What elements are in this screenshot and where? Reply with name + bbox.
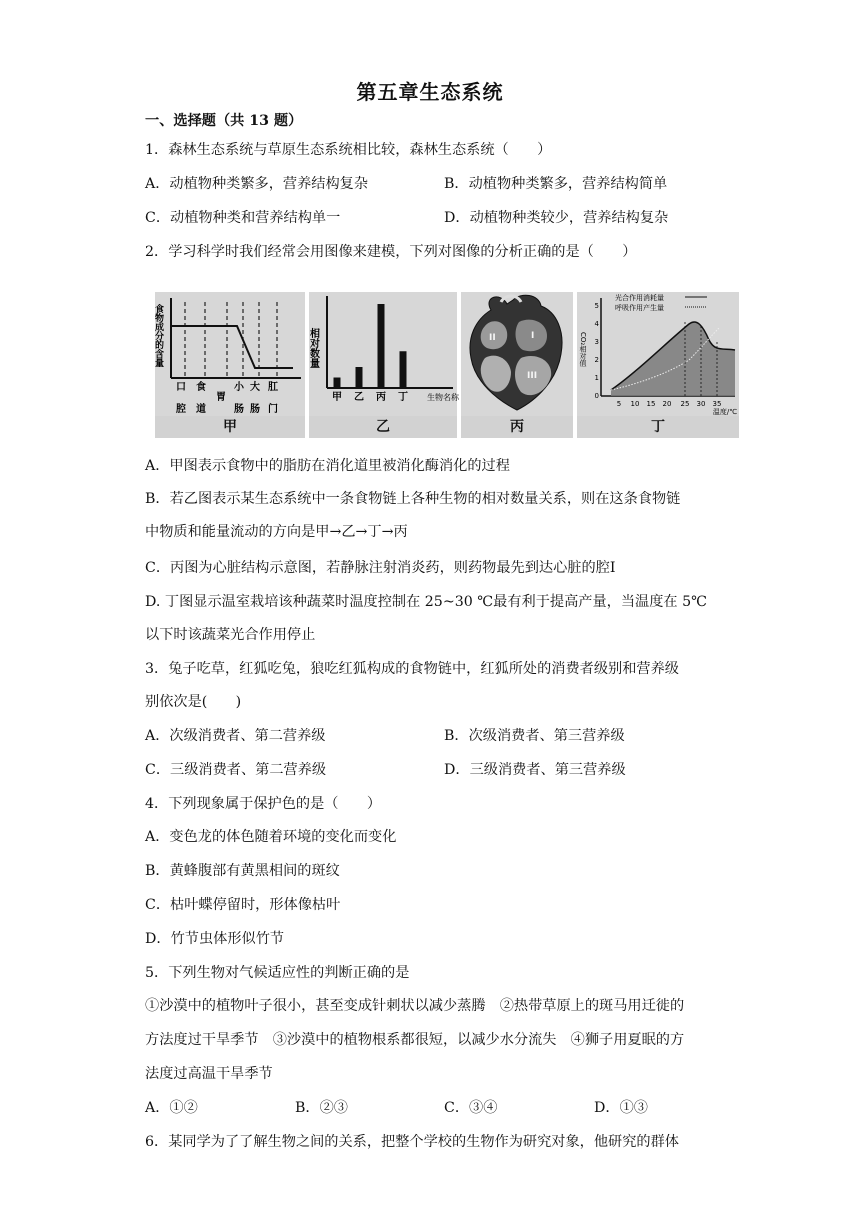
caption-jia: 甲 xyxy=(155,416,305,438)
jia-x-bot-4: 肠 xyxy=(234,404,244,415)
ding-ytick-5: 5 xyxy=(594,302,599,310)
q4-option-c: C．枯叶蝶停留时，形体像枯叶 xyxy=(145,897,341,913)
jia-x-bot-6: 门 xyxy=(268,404,278,415)
ding-xtick-5: 5 xyxy=(616,400,622,408)
q1-stem: 1．森林生态系统与草原生态系统相比较，森林生态系统（ ） xyxy=(145,142,552,158)
yi-category-label-4: 丁 xyxy=(398,392,408,403)
ding-ytick-2: 2 xyxy=(594,356,599,364)
yi-bar-2 xyxy=(356,367,363,388)
yi-bar-4 xyxy=(400,351,407,388)
ding-ytick-0: 0 xyxy=(594,392,599,400)
q2-option-b-line1: B．若乙图表示某生态系统中一条食物链上各种生物的相对数量关系，则在这条食物链 xyxy=(145,491,681,507)
jia-x-top-6: 肛 xyxy=(268,382,278,393)
q3-option-d: D．三级消费者、第三营养级 xyxy=(444,762,626,778)
yi-category-label-3: 丙 xyxy=(376,392,386,403)
q4-option-d: D．竹节虫体形似竹节 xyxy=(145,931,285,947)
yi-category-label-2: 乙 xyxy=(354,392,364,403)
figure-ding xyxy=(577,292,739,416)
q3-stem-line1: 3．兔子吃草，红狐吃兔，狼吃红狐构成的食物链中，红狐所处的消费者级别和营养级 xyxy=(145,661,679,677)
yi-category-label-1: 甲 xyxy=(332,392,342,403)
q2-option-d-line1: D. 丁图显示温室栽培该种蔬菜时温度控制在 25~30 ℃最有利于提高产量，当温度在 5℃ xyxy=(145,594,707,610)
yi-xlabel: 生物名称 xyxy=(427,393,459,402)
jia-x-top-1: 口 xyxy=(176,382,186,393)
q4-stem: 4．下列现象属于保护色的是（ ） xyxy=(145,796,382,812)
q1-option-b: B．动植物种类繁多，营养结构简单 xyxy=(444,176,668,192)
q1-option-a: A．动植物种类繁多，营养结构复杂 xyxy=(145,176,369,192)
page-title: 第五章生态系统 xyxy=(356,80,504,104)
jia-x-top-5: 大 xyxy=(250,382,260,393)
q2-option-b-line2: 中物质和能量流动的方向是甲→乙→丁→丙 xyxy=(145,524,408,540)
q5-statement-line3: 法度过高温干旱季节 xyxy=(145,1066,273,1082)
figure-bing xyxy=(461,292,573,416)
jia-x-top-2: 食 xyxy=(196,382,206,393)
section-heading: 一、选择题（共 13 题） xyxy=(145,113,303,129)
ding-xtick-25: 25 xyxy=(680,400,690,408)
ding-xtick-30: 30 xyxy=(696,400,706,408)
ding-ytick-4: 4 xyxy=(594,320,599,328)
q2-option-d-line2: 以下时该蔬菜光合作用停止 xyxy=(145,627,316,643)
jia-x-top-4: 小 xyxy=(234,382,244,393)
ding-xtick-20: 20 xyxy=(662,400,672,408)
ding-legend-1: 光合作用消耗量 xyxy=(615,294,664,302)
ding-xtick-15: 15 xyxy=(646,400,656,408)
ding-ytick-3: 3 xyxy=(594,338,599,346)
q5-option-c: C．③④ xyxy=(444,1100,498,1116)
yi-ylabel: 相对数量 xyxy=(307,328,319,368)
q5-stem: 5．下列生物对气候适应性的判断正确的是 xyxy=(145,965,410,981)
yi-bar-1 xyxy=(334,378,341,389)
caption-bing: 丙 xyxy=(461,416,573,438)
jia-x-mid-3: 胃 xyxy=(216,392,226,403)
yi-bar-3 xyxy=(378,304,385,388)
ding-ytick-1: 1 xyxy=(594,374,599,382)
bing-label-i: I xyxy=(531,331,535,341)
jia-ylabel: 食物成分的含量 xyxy=(153,304,163,367)
q2-figure xyxy=(155,292,739,438)
q2-stem: 2．学习科学时我们经常会用图像来建模，下列对图像的分析正确的是（ ） xyxy=(145,244,637,260)
q2-option-c: C．丙图为心脏结构示意图，若静脉注射消炎药，则药物最先到达心脏的腔I xyxy=(145,560,616,576)
q5-statement-line2: 方法度过干旱季节 ③沙漠中的植物根系都很短，以减少水分流失 ④狮子用夏眠的方 xyxy=(145,1032,685,1048)
jia-x-bot-2: 道 xyxy=(196,404,206,415)
q5-option-d: D．①③ xyxy=(594,1100,648,1116)
q3-option-c: C．三级消费者、第二营养级 xyxy=(145,762,327,778)
q3-option-b: B．次级消费者、第三营养级 xyxy=(444,728,625,744)
bing-label-iii: III xyxy=(527,371,538,381)
ding-ylabel: CO₂相对值 xyxy=(579,332,587,367)
figure-jia xyxy=(155,292,305,416)
figure-yi xyxy=(309,292,457,416)
ding-xlabel: 温度/℃ xyxy=(712,408,738,416)
q4-option-b: B．黄蜂腹部有黄黑相间的斑纹 xyxy=(145,863,340,879)
q5-option-b: B．②③ xyxy=(295,1100,348,1116)
ding-legend-2: 呼吸作用产生量 xyxy=(615,304,664,312)
ding-xtick-35: 35 xyxy=(712,400,722,408)
q2-option-a: A．甲图表示食物中的脂肪在消化道里被消化酶消化的过程 xyxy=(145,458,510,474)
q3-option-a: A．次级消费者、第二营养级 xyxy=(145,728,326,744)
q6-stem: 6．某同学为了了解生物之间的关系，把整个学校的生物作为研究对象，他研究的群体 xyxy=(145,1134,679,1150)
jia-x-bot-5: 肠 xyxy=(250,404,260,415)
q1-option-d: D．动植物种类较少，营养结构复杂 xyxy=(444,210,669,226)
bing-label-ii: II xyxy=(489,333,496,343)
jia-x-bot-1: 腔 xyxy=(176,404,186,415)
ding-xtick-10: 10 xyxy=(630,400,640,408)
q5-option-a: A．①② xyxy=(145,1100,198,1116)
q5-statement-line1: ①沙漠中的植物叶子很小，甚至变成针刺状以减少蒸腾 ②热带草原上的斑马用迁徙的 xyxy=(145,998,685,1014)
q4-option-a: A．变色龙的体色随着环境的变化而变化 xyxy=(145,829,397,845)
q1-option-c: C．动植物种类和营养结构单一 xyxy=(145,210,341,226)
caption-ding: 丁 xyxy=(577,416,739,438)
q3-stem-line2: 别依次是( ) xyxy=(145,694,242,710)
caption-yi: 乙 xyxy=(309,416,457,438)
